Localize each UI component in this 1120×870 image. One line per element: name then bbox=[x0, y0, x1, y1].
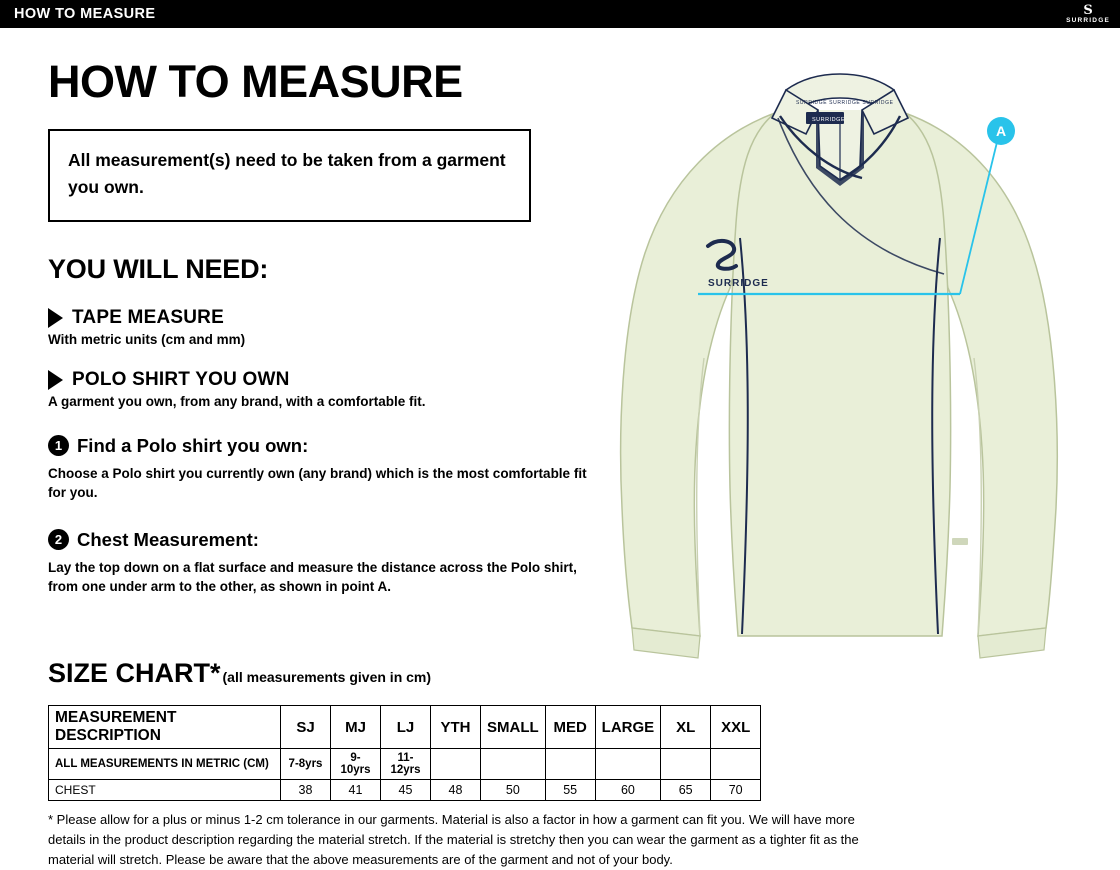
cell: 41 bbox=[331, 780, 381, 801]
header-med: MED bbox=[545, 706, 595, 749]
brand-name-label: SURRIDGE bbox=[1066, 16, 1110, 24]
cell: 70 bbox=[711, 780, 761, 801]
size-chart-heading bbox=[48, 658, 1078, 689]
step-number-badge: 2 bbox=[48, 529, 69, 550]
need-label: TAPE MEASURE bbox=[72, 306, 224, 328]
footnote-text: * Please allow for a plus or minus 1-2 cm tolerance in our garments. Material is also a factor in how a garment can fit you. We will have more details in the product description regarding the material stretch. If the material is stretchy then you can wear the garment as a tighter fit as the material will stretch. Please be aware that the above measurements are of the garment and not of your body. bbox=[48, 812, 859, 868]
cell: 60 bbox=[595, 780, 661, 801]
step-number-badge: 1 bbox=[48, 435, 69, 456]
shirt-svg bbox=[600, 38, 1100, 688]
shirt-body bbox=[729, 113, 950, 636]
need-head bbox=[48, 307, 608, 329]
cell bbox=[661, 749, 711, 780]
you-will-need-heading: YOU WILL NEED: bbox=[48, 253, 269, 284]
header-sj: SJ bbox=[281, 706, 331, 749]
header-xxl: XXL bbox=[711, 706, 761, 749]
notice-text: All measurement(s) need to be taken from a garment you own. bbox=[68, 150, 506, 198]
header-xl: XL bbox=[661, 706, 711, 749]
step-title: Chest Measurement: bbox=[77, 528, 259, 550]
top-bar bbox=[0, 0, 1120, 28]
page-title: HOW TO MEASURE bbox=[48, 56, 463, 107]
triangle-bullet-icon bbox=[48, 370, 63, 390]
header-small: SMALL bbox=[481, 706, 546, 749]
cell: 38 bbox=[281, 780, 331, 801]
left-column bbox=[48, 58, 608, 597]
step-body: Lay the top down on a flat surface and measure the distance across the Polo shirt, from one under arm to the other, as shown in point A. bbox=[48, 559, 577, 595]
table-row bbox=[49, 749, 761, 780]
table-header-row bbox=[49, 706, 761, 749]
cell: 55 bbox=[545, 780, 595, 801]
size-chart-title-text: SIZE CHART* bbox=[48, 658, 221, 688]
cell: 48 bbox=[431, 780, 481, 801]
cell bbox=[431, 749, 481, 780]
notice-box bbox=[48, 129, 531, 221]
need-item-polo-shirt bbox=[48, 369, 608, 409]
step-2 bbox=[48, 529, 608, 597]
header-large: LARGE bbox=[595, 706, 661, 749]
header-measurement-description: MEASUREMENT DESCRIPTION bbox=[49, 706, 281, 749]
header-yth: YTH bbox=[431, 706, 481, 749]
cell: 7-8yrs bbox=[281, 749, 331, 780]
size-chart-table bbox=[48, 705, 761, 801]
top-bar-title: HOW TO MEASURE bbox=[14, 6, 156, 22]
header-mj: MJ bbox=[331, 706, 381, 749]
triangle-bullet-icon bbox=[48, 308, 63, 328]
cell bbox=[711, 749, 761, 780]
header-lj: LJ bbox=[381, 706, 431, 749]
callout-a-badge: A bbox=[987, 117, 1015, 145]
cell: 11-12yrs bbox=[381, 749, 431, 780]
brand-logo bbox=[1066, 4, 1120, 25]
step-head bbox=[48, 529, 608, 551]
cell bbox=[481, 749, 546, 780]
step-1 bbox=[48, 435, 608, 503]
need-head bbox=[48, 369, 608, 391]
size-chart-section bbox=[48, 658, 1078, 801]
shirt-illustration bbox=[600, 38, 1100, 688]
need-label: POLO SHIRT YOU OWN bbox=[72, 368, 290, 390]
cell: 65 bbox=[661, 780, 711, 801]
hem-tag bbox=[952, 538, 968, 545]
table-row bbox=[49, 780, 761, 801]
svg-text:SURRIDGE SURRIDGE SURRIDGE: SURRIDGE SURRIDGE SURRIDGE bbox=[796, 100, 894, 106]
cell bbox=[545, 749, 595, 780]
step-title: Find a Polo shirt you own: bbox=[77, 434, 309, 456]
row-label: ALL MEASUREMENTS IN METRIC (CM) bbox=[49, 749, 281, 780]
step-body: Choose a Polo shirt you currently own (any brand) which is the most comfortable fit for you. bbox=[48, 465, 587, 501]
cell: 45 bbox=[381, 780, 431, 801]
step-head bbox=[48, 435, 608, 457]
need-sub: With metric units (cm and mm) bbox=[48, 331, 246, 347]
svg-text:SURRIDGE: SURRIDGE bbox=[812, 117, 846, 123]
brand-mark-icon: S bbox=[1083, 2, 1093, 18]
cell: 9-10yrs bbox=[331, 749, 381, 780]
row-label: CHEST bbox=[49, 780, 281, 801]
page-content bbox=[0, 28, 1120, 868]
svg-text:SURRIDGE: SURRIDGE bbox=[708, 278, 769, 289]
cell bbox=[595, 749, 661, 780]
need-item-tape-measure bbox=[48, 307, 608, 347]
need-sub: A garment you own, from any brand, with a comfortable fit. bbox=[48, 393, 426, 409]
cell: 50 bbox=[481, 780, 546, 801]
size-chart-title-note: (all measurements given in cm) bbox=[222, 669, 432, 685]
